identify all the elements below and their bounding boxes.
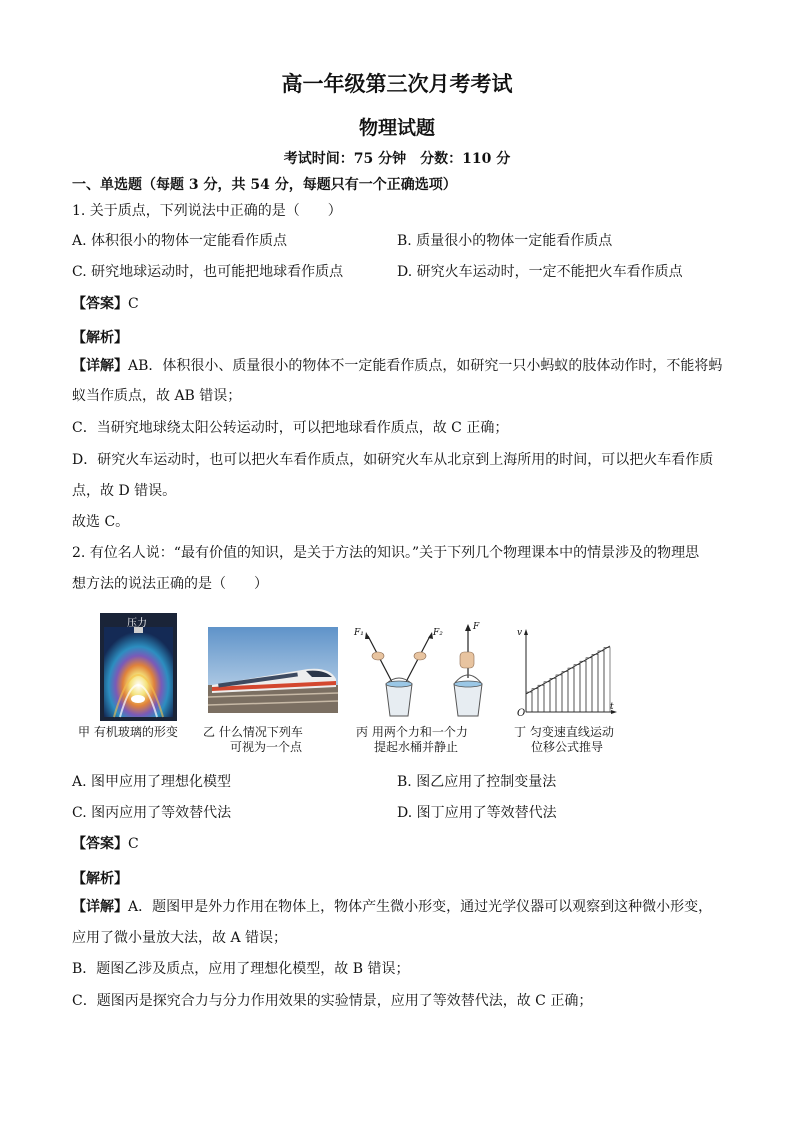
answer-tag: 【答案】 — [72, 836, 128, 852]
detail-text: AB．体积很小、质量很小的物体不一定能看作质点，如研究一只小蚂蚁的肢体动作时，不能将蚂 — [128, 358, 723, 374]
question-2-option-b: B. 图乙应用了控制变量法 — [397, 774, 557, 790]
answer-value: C — [128, 836, 139, 852]
force-f2-label: F₂ — [433, 628, 443, 638]
figure-yi-train — [208, 627, 338, 713]
axis-v-label: v — [517, 628, 523, 638]
question-1-option-d: D. 研究火车运动时，一定不能把火车看作质点 — [397, 264, 683, 280]
question-1-option-a: A. 体积很小的物体一定能看作质点 — [72, 233, 288, 249]
figure-jia-label: 压力 — [127, 618, 147, 629]
figure-bing-caption-1: 丙 用两个力和一个力 — [356, 725, 468, 739]
question-1-stem: 1. 关于质点，下列说法中正确的是（ ） — [72, 203, 342, 219]
section-heading: 一、单选题（每题 3 分，共 54 分，每题只有一个正确选项） — [72, 177, 457, 193]
question-1-detail-3b: 点，故 D 错误。 — [72, 483, 177, 499]
question-2-detail-1a — [72, 899, 712, 915]
vt-strip — [586, 658, 592, 712]
vt-strip — [574, 665, 580, 712]
figure-ding-caption-1: 丁 匀变速直线运动 — [514, 725, 614, 739]
question-2-detail-3: C．题图丙是探究合力与分力作用效果的实验情景，应用了等效替代法，故 C 正确； — [72, 993, 593, 1009]
figure-yi-caption-2: 可视为一个点 — [230, 740, 303, 754]
exam-info: 考试时间：75 分钟 分数：110 分 — [283, 151, 511, 167]
figure-jia-caption: 甲 有机玻璃的形变 — [78, 725, 178, 739]
analysis-tag: 【解析】 — [72, 330, 128, 346]
vt-strip — [598, 651, 604, 712]
question-2-answer — [72, 836, 139, 852]
question-1-option-b: B. 质量很小的物体一定能看作质点 — [397, 233, 613, 249]
exam-title: 高一年级第三次月考考试 — [281, 71, 513, 96]
question-2-option-a: A. 图甲应用了理想化模型 — [72, 774, 232, 790]
question-1-detail-3a: D．研究火车运动时，也可以把火车看作质点，如研究火车从北京到上海所用的时间，可以把火车看作质 — [72, 452, 714, 468]
question-2-option-d: D. 图丁应用了等效替代法 — [397, 805, 557, 821]
question-2-option-c: C. 图丙应用了等效替代法 — [72, 805, 232, 821]
question-2-detail-2: B．题图乙涉及质点，应用了理想化模型，故 B 错误； — [72, 961, 410, 977]
detail-tag: 【详解】 — [72, 358, 128, 374]
vt-strip — [568, 668, 574, 712]
question-2-detail-1b: 应用了微小量放大法，故 A 错误； — [72, 930, 288, 946]
vt-strip — [580, 661, 586, 712]
analysis-tag: 【解析】 — [72, 871, 128, 887]
question-2-stem-a: 2. 有位名人说：“最有价值的知识，是关于方法的知识。”关于下列几个物理课本中的情景涉及的物理思 — [72, 545, 700, 561]
axis-t-label: t — [610, 702, 614, 712]
question-1-detail-2: C．当研究地球绕太阳公转运动时，可以把地球看作质点，故 C 正确； — [72, 420, 509, 436]
answer-value: C — [128, 296, 139, 312]
force-f-label: F — [473, 622, 480, 632]
vt-strip — [562, 672, 568, 713]
answer-tag: 【答案】 — [72, 296, 128, 312]
question-2-stem-b: 想方法的说法正确的是（ ） — [72, 576, 268, 592]
question-1-answer — [72, 296, 139, 312]
question-1-conclusion: 故选 C。 — [72, 514, 130, 530]
vt-strip — [550, 678, 556, 712]
detail-text: A．题图甲是外力作用在物体上，物体产生微小形变，通过光学仪器可以观察到这种微小形变， — [128, 899, 713, 915]
vt-strip — [532, 689, 538, 712]
origin-label: O — [517, 708, 526, 719]
figure-yi-caption-1: 乙 什么情况下列车 — [203, 725, 303, 739]
vt-strip — [544, 682, 550, 712]
figure-ding-caption-2: 位移公式推导 — [531, 740, 604, 754]
figure-bing-buckets — [350, 622, 500, 720]
vt-strip — [526, 692, 532, 712]
figure-jia-photoelastic — [100, 613, 177, 721]
force-f1-label: F₁ — [354, 628, 364, 638]
question-1-option-c: C. 研究地球运动时，也可能把地球看作质点 — [72, 264, 344, 280]
question-1-detail-1b: 蚁当作质点，故 AB 错误； — [72, 388, 242, 404]
vt-strip — [538, 685, 544, 712]
question-1-detail-1a — [72, 358, 722, 374]
vt-strip — [556, 675, 562, 712]
figure-bing-caption-2: 提起水桶并静止 — [374, 740, 459, 754]
vt-strip — [592, 654, 598, 712]
detail-tag: 【详解】 — [72, 899, 128, 915]
subject-title: 物理试题 — [358, 117, 435, 139]
figure-ding-vt-graph — [514, 628, 618, 720]
